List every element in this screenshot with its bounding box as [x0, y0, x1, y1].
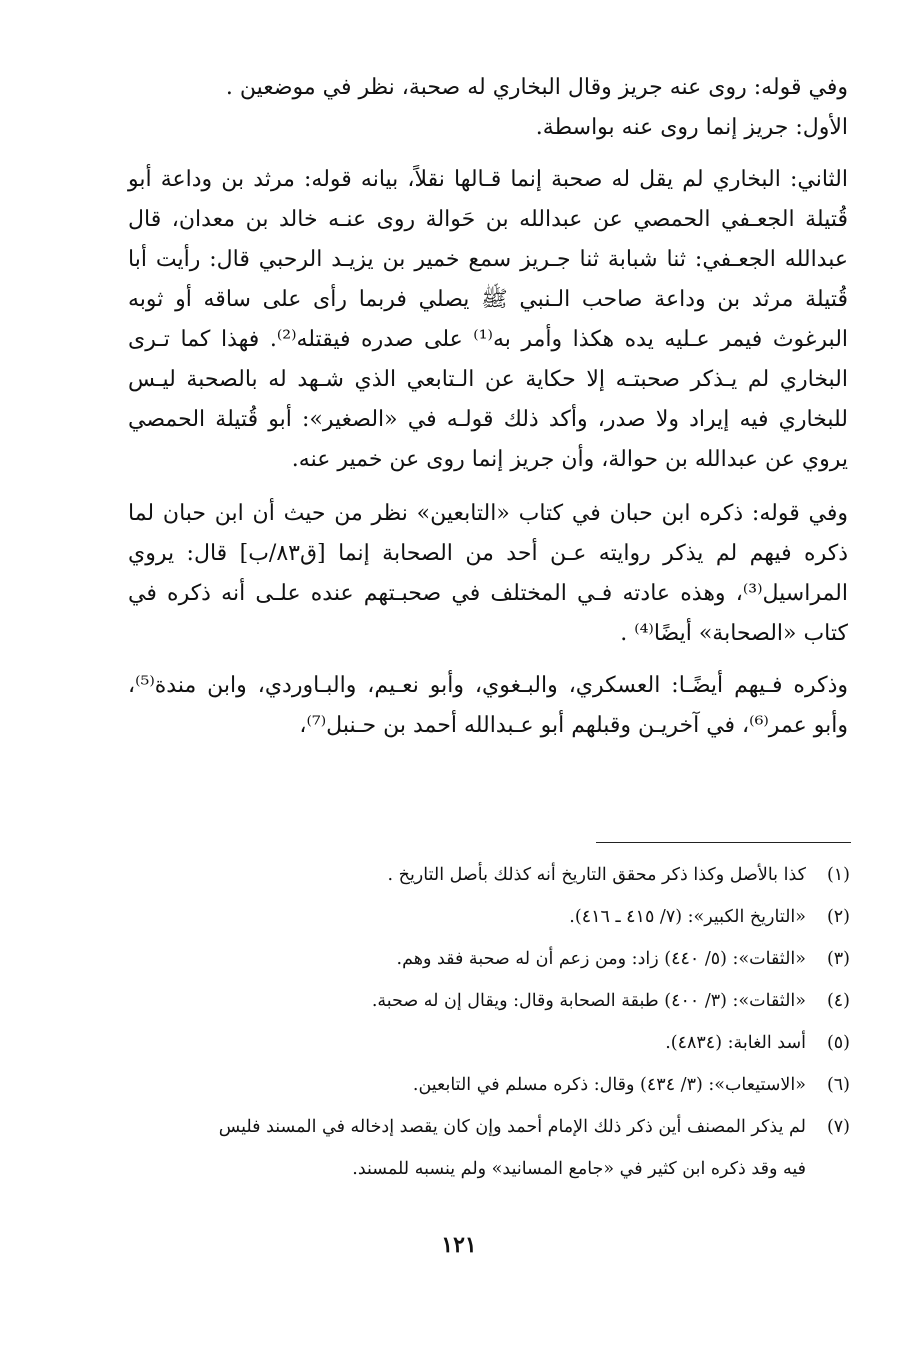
main-text-body — [128, 68, 848, 746]
paragraph-5: وذكره فـيهم أيضًـا: العسكري، والبـغوي، وأبو نعـيم، والبـاوردي، وابن مندة⁽⁵⁾، وأبو عمر⁽⁶⁾، في آخريـن وقبلهم أبو عـبدالله أحمد بن حـنبل⁽⁷⁾، — [128, 673, 848, 738]
footnote-number: (١) — [826, 865, 850, 885]
footnote-text: «الثقات»: (٣/ ٤٠٠) طبقة الصحابة وقال: ويقال إن له صحبة. — [371, 991, 806, 1011]
paragraph-1: وفي قوله: روى عنه جريز وقال البخاري له صحبة، نظر في موضعين . — [225, 75, 848, 100]
footnotes-section — [160, 854, 850, 1190]
page-number: ١٢١ — [441, 1232, 477, 1258]
footnote-number: (٥) — [826, 1033, 850, 1053]
footnote-text: «الثقات»: (٥/ ٤٤٠) زاد: ومن زعم أن له صحبة فقد وهم. — [396, 949, 806, 969]
footnote-number: (٢) — [826, 907, 850, 927]
footnote-number: (٣) — [826, 949, 850, 969]
footnote-text: كذا بالأصل وكذا ذكر محقق التاريخ أنه كذلك بأصل التاريخ . — [387, 865, 806, 885]
footnote-3 — [160, 938, 850, 980]
footnote-text: «التاريخ الكبير»: (٧/ ٤١٥ ـ ٤١٦). — [569, 907, 806, 927]
paragraph-4: وفي قوله: ذكره ابن حبان في كتاب «التابعين» نظر من حيث أن ابن حبان لما ذكره فيهم لم يذكر روايته عـن أحد من الصحابة إنما [ق٨٣/ب] قال: يروي المراسيل⁽³⁾، وهذه عادته فـي المختلف في صحبـتهم عنده علـى أنه ذكره في كتاب «الصحابة» أيضًا⁽⁴⁾ . — [128, 501, 848, 646]
footnote-text: لم يذكر المصنف أين ذكر ذلك الإمام أحمد وإن كان يقصد إدخاله في المسند فليس — [218, 1117, 806, 1137]
footnote-5 — [160, 1022, 850, 1064]
footnote-2 — [160, 896, 850, 938]
footnote-number: (٦) — [826, 1075, 850, 1095]
footnote-number: (٧) — [826, 1117, 850, 1137]
footnote-1 — [160, 854, 850, 896]
footnote-7-continuation: فيه وقد ذكره ابن كثير في «جامع المسانيد» ولم ينسبه للمسند. — [352, 1159, 806, 1179]
footnote-separator — [596, 842, 851, 843]
paragraph-2: الأول: جريز إنما روى عنه بواسطة. — [535, 115, 848, 140]
footnote-6 — [160, 1064, 850, 1106]
footnote-4 — [160, 980, 850, 1022]
footnote-text: أسد الغابة: (٤٨٣٤). — [665, 1033, 806, 1053]
paragraph-3: الثاني: البخاري لم يقل له صحبة إنما قـالها نقلاً، بيانه قوله: مرثد بن وداعة أبو قُتيلة الجعـفي الحمصي عن عبدالله بن حَوالة روى عنـه خالد بن معدان، قال عبدالله الجعـفي: ثنا شبابة ثنا جـريز سمع خمير بن يزيـد الرحبي قال: رأيت أبا قُتيلة مرثد بن وداعة صاحب الـنبي ﷺ يصلي فربما رأى على ساقه أو ثوبه البرغوث فيمر عـليه يده هكذا وأمر به⁽¹⁾ على صدره فيقتله⁽²⁾. فهذا كما تـرى البخاري لم يـذكر صحبتـه إلا حكاية عن الـتابعي الذي شـهد له بالصحبة ليـس للبخاري فيه إيراد ولا صدر، وأكد ذلك قولـه في «الصغير»: أبو قُتيلة الحمصي يروي عن عبدالله بن حوالة، وأن جريز إنما روى عن خمير عنه. — [128, 167, 849, 472]
footnote-7 — [160, 1106, 850, 1148]
footnote-text: «الاستيعاب»: (٣/ ٤٣٤) وقال: ذكره مسلم في التابعين. — [412, 1075, 806, 1095]
footnote-number: (٤) — [826, 991, 850, 1011]
